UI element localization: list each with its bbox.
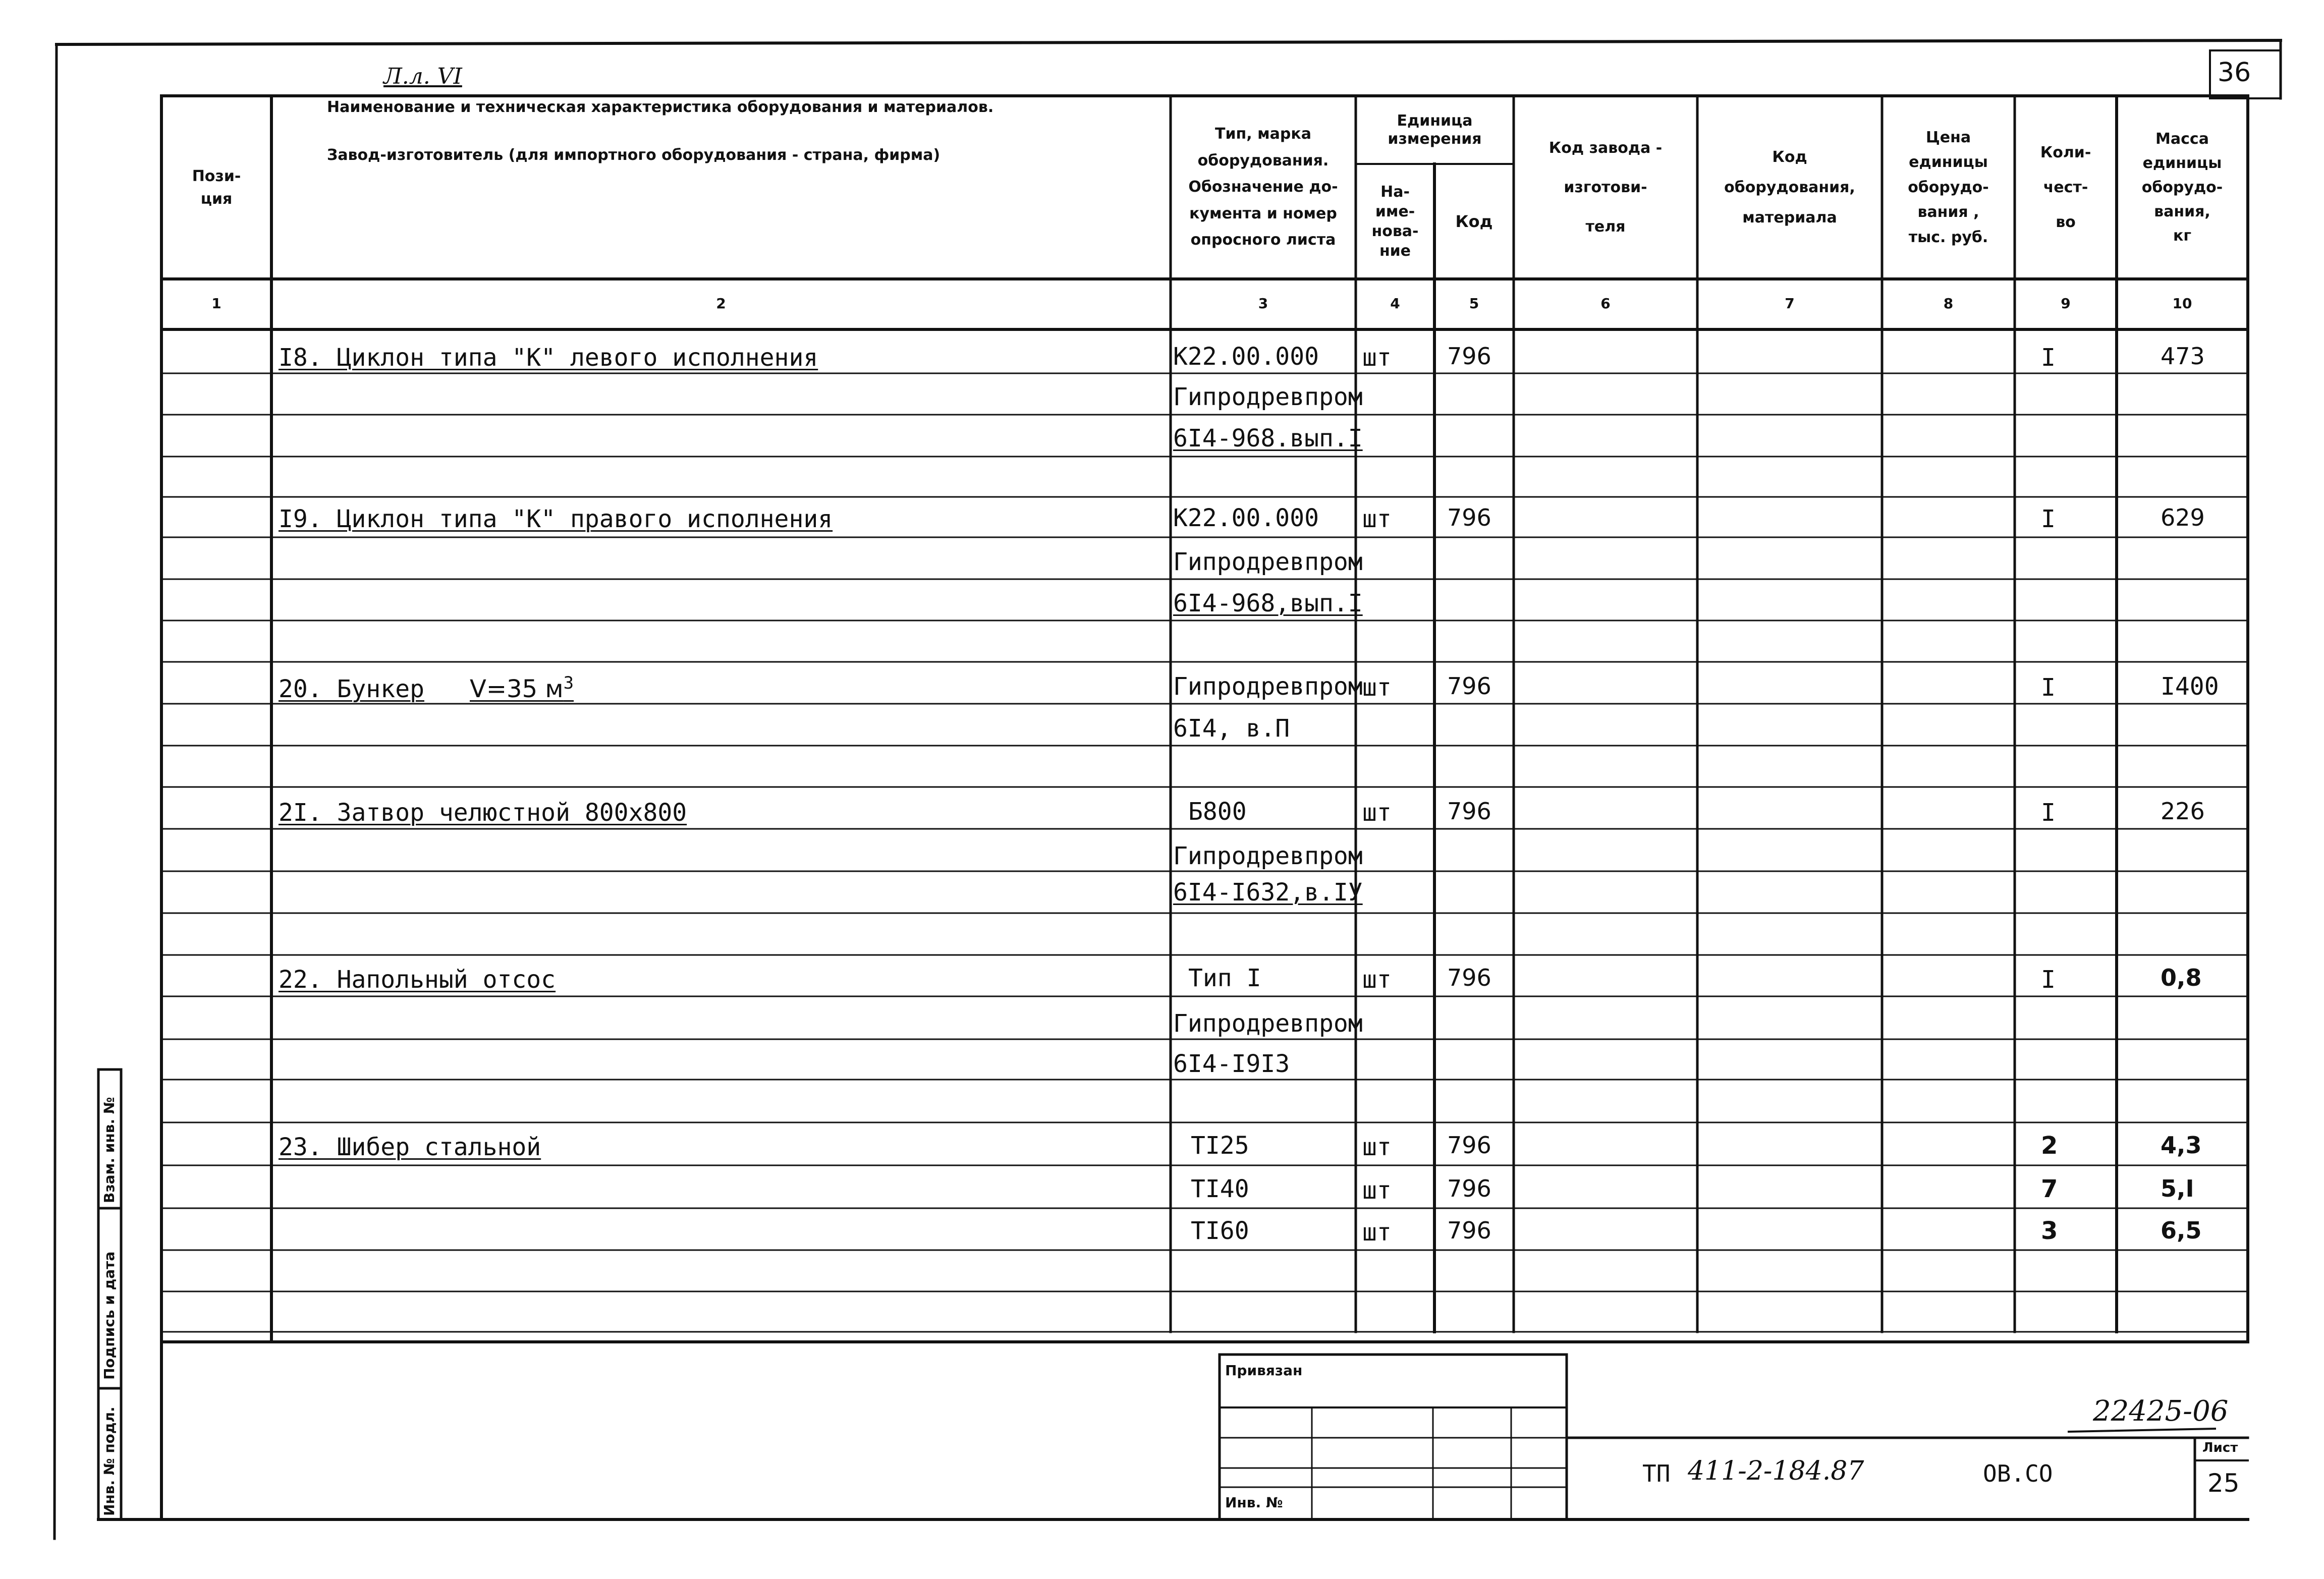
item-unit: шт <box>1362 966 1392 994</box>
item-type: К22.00.000 <box>1173 504 1319 532</box>
sheet-label: Лист <box>2202 1440 2238 1455</box>
item-name-superscript: 3 <box>563 673 574 693</box>
item-type: Гипродревпром <box>1173 842 1363 870</box>
header-unit-mass: Масса единицы оборудо- вания, кг <box>2141 130 2223 245</box>
item-type: Б800 <box>1188 798 1247 826</box>
column-number: 1 <box>211 295 222 312</box>
item-mass: 629 <box>2161 504 2205 531</box>
item-quantity: I <box>2041 966 2056 994</box>
header-name-line-2: Завод-изготовитель (для импортного оборудования - страна, фирма) <box>327 146 940 164</box>
item-name-formula: V=35 м <box>469 675 564 703</box>
item-unit: шт <box>1362 1218 1392 1247</box>
item-quantity: 2 <box>2041 1132 2058 1160</box>
item-unit: шт <box>1362 673 1392 702</box>
item-unit-code: 796 <box>1447 1132 1491 1159</box>
page-corner-number: 36 <box>2218 58 2251 88</box>
header-factory-code: Код завода - изготови- теля <box>1548 139 1663 236</box>
header-position: Пози- ция <box>192 167 241 208</box>
column-number: 10 <box>2172 295 2192 312</box>
header-type: Тип, марка оборудования. Обозначение до- кумента и номер опросного листа <box>1188 125 1338 249</box>
item-quantity: 7 <box>2041 1175 2058 1203</box>
item-unit: шт <box>1362 1133 1392 1161</box>
header-unit-code: Код <box>1455 212 1493 231</box>
stamp-original-inventory: Инв. № подл. <box>101 1406 118 1516</box>
item-name: 22. Напольный отсос <box>279 966 556 994</box>
item-quantity: 3 <box>2041 1217 2058 1245</box>
title-inventory-label: Инв. № <box>1225 1494 1283 1511</box>
item-type: TI40 <box>1191 1175 1249 1203</box>
item-quantity: I <box>2041 505 2056 533</box>
item-unit-code: 796 <box>1447 798 1491 825</box>
column-number: 2 <box>716 295 726 312</box>
column-number: 7 <box>1785 295 1795 312</box>
column-number: 6 <box>1600 295 1611 312</box>
column-number: 9 <box>2061 295 2071 312</box>
item-type: Гипродревпром <box>1173 1009 1363 1038</box>
item-mass: 4,3 <box>2161 1132 2202 1159</box>
header-unit-name: На- име- нова- ние <box>1371 183 1419 260</box>
item-type: 6I4-968.вып.I <box>1173 424 1363 453</box>
document-code: ОВ.СО <box>1983 1460 2053 1487</box>
item-type: Тип I <box>1188 964 1261 992</box>
header-equipment-code: Код оборудования, материала <box>1724 148 1855 227</box>
item-unit-code: 796 <box>1447 504 1491 531</box>
header-name-line-1: Наименование и техническая характеристика оборудования и материалов. <box>327 98 994 116</box>
header-quantity: Коли- чест- во <box>2040 144 2091 231</box>
item-type: 6I4-I632,в.IУ <box>1173 878 1363 907</box>
stamp-signature-date: Подпись и дата <box>101 1251 118 1380</box>
item-unit: шт <box>1362 344 1392 372</box>
item-mass: 226 <box>2161 798 2205 825</box>
item-mass: 473 <box>2161 343 2205 370</box>
item-unit: шт <box>1362 799 1392 827</box>
column-number: 3 <box>1258 295 1268 312</box>
header-unit-price: Цена единицы оборудо- вания , тыс. руб. <box>1908 128 1989 246</box>
item-name: I8. Циклон типа "К" левого исполнения <box>279 344 818 372</box>
item-mass: 6,5 <box>2161 1217 2202 1244</box>
item-type: 6I4-I9I3 <box>1173 1050 1290 1078</box>
project-prefix: ТП <box>1642 1460 1671 1487</box>
item-name-text: 20. Бункер <box>279 675 424 703</box>
sheet-number: 25 <box>2207 1469 2240 1498</box>
sheet-mark: Л.л. VI <box>383 64 462 89</box>
column-number: 5 <box>1469 295 1479 312</box>
item-mass: 5,I <box>2161 1175 2194 1202</box>
stamp-replace-inventory: Взам. инв. № <box>101 1097 118 1203</box>
item-type: 6I4-968,вып.I <box>1173 589 1363 617</box>
item-type: Гипродревпром <box>1173 383 1363 411</box>
item-unit-code: 796 <box>1447 1175 1491 1202</box>
drawing-number: 22425-06 <box>2093 1395 2229 1428</box>
item-unit-code: 796 <box>1447 672 1491 700</box>
item-quantity: I <box>2041 673 2056 702</box>
item-mass: 0,8 <box>2161 964 2202 991</box>
item-mass: I400 <box>2161 672 2219 701</box>
item-unit: шт <box>1362 1176 1392 1205</box>
item-type: TI25 <box>1191 1132 1249 1160</box>
item-unit-code: 796 <box>1447 343 1491 370</box>
item-unit: шт <box>1362 505 1392 533</box>
item-unit-code: 796 <box>1447 964 1491 991</box>
column-number: 8 <box>1943 295 1954 312</box>
item-unit-code: 796 <box>1447 1217 1491 1244</box>
item-name <box>279 674 574 701</box>
title-attached-label: Привязан <box>1225 1362 1303 1379</box>
item-type: TI60 <box>1191 1217 1249 1245</box>
item-name: 2I. Затвор челюстной 800х800 <box>279 799 687 827</box>
item-type: Гипродревпром <box>1173 672 1363 701</box>
header-name <box>271 96 1171 279</box>
project-code: 411-2-184.87 <box>1688 1456 1864 1486</box>
column-number: 4 <box>1390 295 1400 312</box>
item-quantity: I <box>2041 344 2056 372</box>
item-type: 6I4, в.П <box>1173 714 1290 743</box>
item-type: Гипродревпром <box>1173 548 1363 576</box>
header-unit: Единица измерения <box>1388 111 1482 148</box>
item-type: К22.00.000 <box>1173 343 1319 371</box>
item-quantity: I <box>2041 799 2056 827</box>
item-name: I9. Циклон типа "К" правого исполнения <box>279 505 833 533</box>
item-name: 23. Шибер стальной <box>279 1133 541 1161</box>
